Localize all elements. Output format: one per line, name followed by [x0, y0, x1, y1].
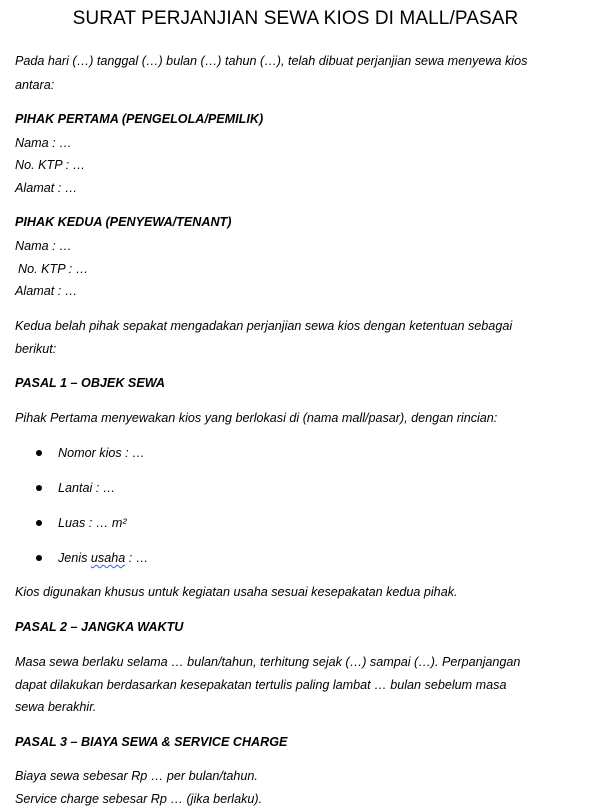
- pihak-pertama-ktp: No. KTP : …: [15, 158, 86, 172]
- pasal-2-line-3: sewa berakhir.: [15, 700, 97, 714]
- pihak-kedua-ktp: No. KTP : …: [18, 262, 89, 276]
- jenis-usaha-prefix: Jenis: [58, 551, 91, 565]
- pasal-1-item-jenis-usaha: [58, 550, 148, 566]
- pasal-2-line-2: dapat dilakukan berdasarkan kesepakatan tertulis paling lambat … bulan sebelum masa: [15, 678, 507, 692]
- pihak-pertama-heading: PIHAK PERTAMA (PENGELOLA/PEMILIK): [15, 112, 264, 126]
- pihak-kedua-heading: PIHAK KEDUA (PENYEWA/TENANT): [15, 215, 232, 229]
- agreement-line-2: berikut:: [15, 342, 57, 356]
- intro-line-1: Pada hari (…) tanggal (…) bulan (…) tahun (…), telah dibuat perjanjian sewa menyewa kios: [15, 54, 528, 68]
- document-title: SURAT PERJANJIAN SEWA KIOS DI MALL/PASAR: [72, 8, 519, 29]
- pasal-3-heading: PASAL 3 – BIAYA SEWA & SERVICE CHARGE: [15, 735, 288, 749]
- pasal-1-closing: Kios digunakan khusus untuk kegiatan usaha sesuai kesepakatan kedua pihak.: [15, 585, 458, 599]
- pasal-3-line-2: Service charge sebesar Rp … (jika berlaku).: [15, 792, 263, 806]
- pasal-1-item-luas: Luas : … m²: [58, 516, 127, 530]
- bullet-icon: [36, 485, 42, 491]
- bullet-icon: [36, 520, 42, 526]
- pasal-1-item-nomor-kios: Nomor kios : …: [58, 446, 145, 460]
- pasal-1-item-lantai: Lantai : …: [58, 481, 116, 495]
- pihak-kedua-nama: Nama : …: [15, 239, 72, 253]
- pihak-kedua-alamat: Alamat : …: [15, 284, 78, 298]
- pihak-pertama-alamat: Alamat : …: [15, 181, 78, 195]
- bullet-icon: [36, 555, 42, 561]
- pasal-3-line-1: Biaya sewa sebesar Rp … per bulan/tahun.: [15, 769, 258, 783]
- intro-line-2: antara:: [15, 78, 55, 92]
- bullet-icon: [36, 450, 42, 456]
- agreement-line-1: Kedua belah pihak sepakat mengadakan perjanjian sewa kios dengan ketentuan sebagai: [15, 319, 513, 333]
- pasal-1-heading: PASAL 1 – OBJEK SEWA: [15, 376, 165, 390]
- pasal-2-heading: PASAL 2 – JANGKA WAKTU: [15, 620, 184, 634]
- pasal-2-line-1: Masa sewa berlaku selama … bulan/tahun, terhitung sejak (…) sampai (…). Perpanjangan: [15, 655, 521, 669]
- pihak-pertama-nama: Nama : …: [15, 136, 72, 150]
- spellcheck-word[interactable]: usaha: [90, 551, 126, 565]
- pasal-1-intro: Pihak Pertama menyewakan kios yang berlokasi di (nama mall/pasar), dengan rincian:: [15, 411, 498, 425]
- jenis-usaha-suffix: : …: [125, 551, 149, 565]
